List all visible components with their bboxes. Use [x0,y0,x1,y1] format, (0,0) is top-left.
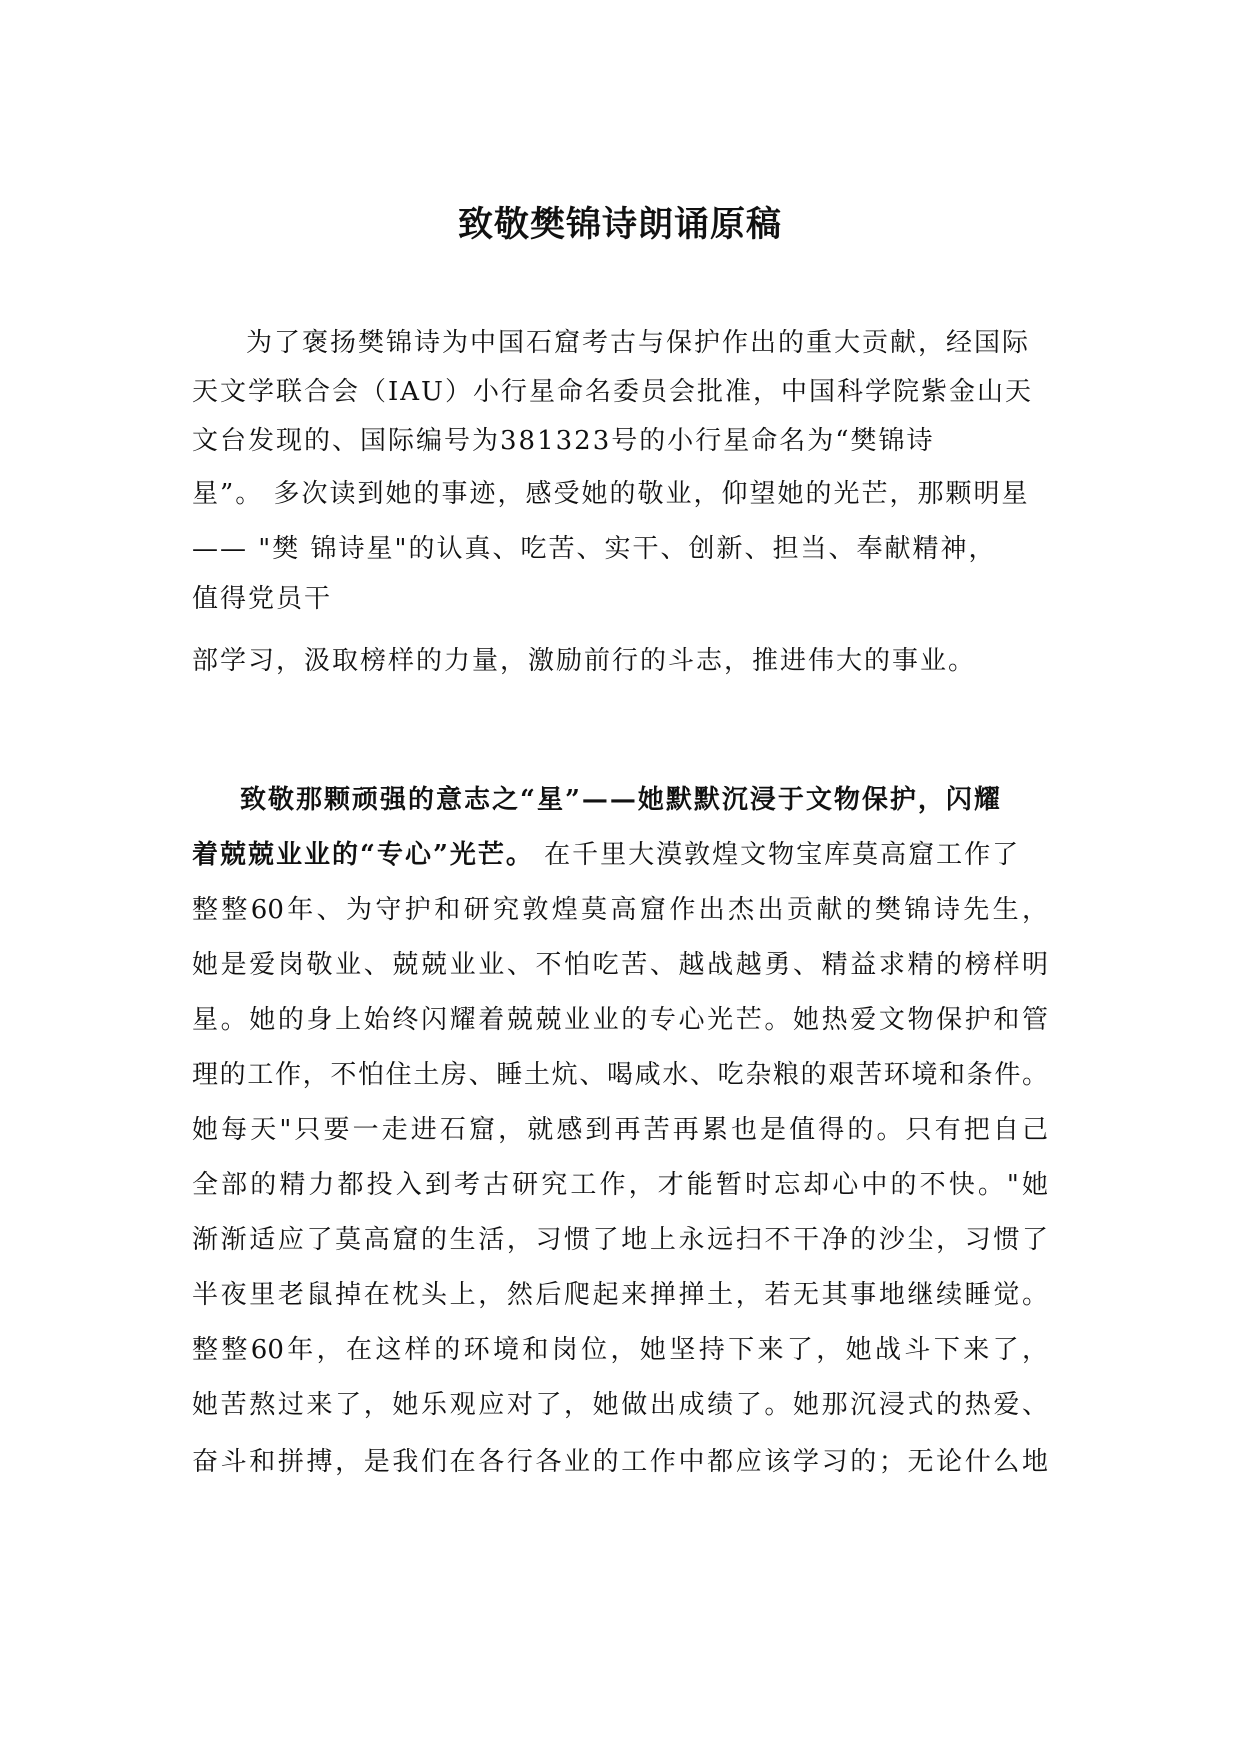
body-line-2: 她是爱岗敬业、兢兢业业、不怕吃苦、越战越勇、精益求精的榜样明 [192,950,1048,980]
body-line-1: 整整60年、为守护和研究敦煌莫高窟作出杰出贡献的樊锦诗先生， [192,895,1048,925]
section-heading-line-2 [192,835,1020,875]
body-line-8: 半夜里老鼠掉在枕头上，然后爬起来掸掸土，若无其事地继续睡觉。 [192,1280,1048,1310]
intro-line-6: 值得党员干 [192,584,333,614]
body-line-3: 星。她的身上始终闪耀着兢兢业业的专心光芒。她热爱文物保护和管 [192,1005,1048,1035]
intro-line-3: 文台发现的、国际编号为381323号的小行星命名为“樊锦诗 [192,426,935,456]
section-body-start: 在千里大漠敦煌文物宝库莫高窟工作了 [533,840,1021,870]
section-heading-bold-part: 着兢兢业业的“专心”光芒。 [192,840,534,870]
body-line-4: 理的工作，不怕住土房、睡土炕、喝咸水、吃杂粮的艰苦环境和条件。 [192,1060,1048,1090]
body-line-11: 奋斗和拼搏，是我们在各行各业的工作中都应该学习的；无论什么地 [192,1447,1048,1477]
body-line-5: 她每天"只要一走进石窟，就感到再苦再累也是值得的。只有把自己 [192,1115,1048,1145]
body-line-9: 整整60年，在这样的环境和岗位，她坚持下来了，她战斗下来了， [192,1335,1048,1365]
body-line-7: 渐渐适应了莫高窟的生活，习惯了地上永远扫不干净的沙尘，习惯了 [192,1225,1048,1255]
intro-line-4: 星”。 多次读到她的事迹，感受她的敬业，仰望她的光芒，那颗明星 [192,479,1030,509]
page-title: 致敬樊锦诗朗诵原稿 [457,204,782,245]
intro-line-1: 为了褒扬樊锦诗为中国石窟考古与保护作出的重大贡献，经国际 [246,328,1031,358]
intro-line-2: 天文学联合会（IAU）小行星命名委员会批准，中国科学院紫金山天 [192,377,1033,407]
section-heading-line-1: 致敬那颗顽强的意志之“星”——她默默沉浸于文物保护，闪耀 [240,785,1002,815]
intro-line-5: —— "樊 锦诗星"的认真、吃苦、实干、创新、担当、奉献精神， [192,534,997,564]
body-line-6: 全部的精力都投入到考古研究工作，才能暂时忘却心中的不快。"她 [192,1170,1048,1200]
intro-line-7: 部学习，汲取榜样的力量，激励前行的斗志，推进伟大的事业。 [192,646,977,676]
body-line-10: 她苦熬过来了，她乐观应对了，她做出成绩了。她那沉浸式的热爱、 [192,1390,1048,1420]
